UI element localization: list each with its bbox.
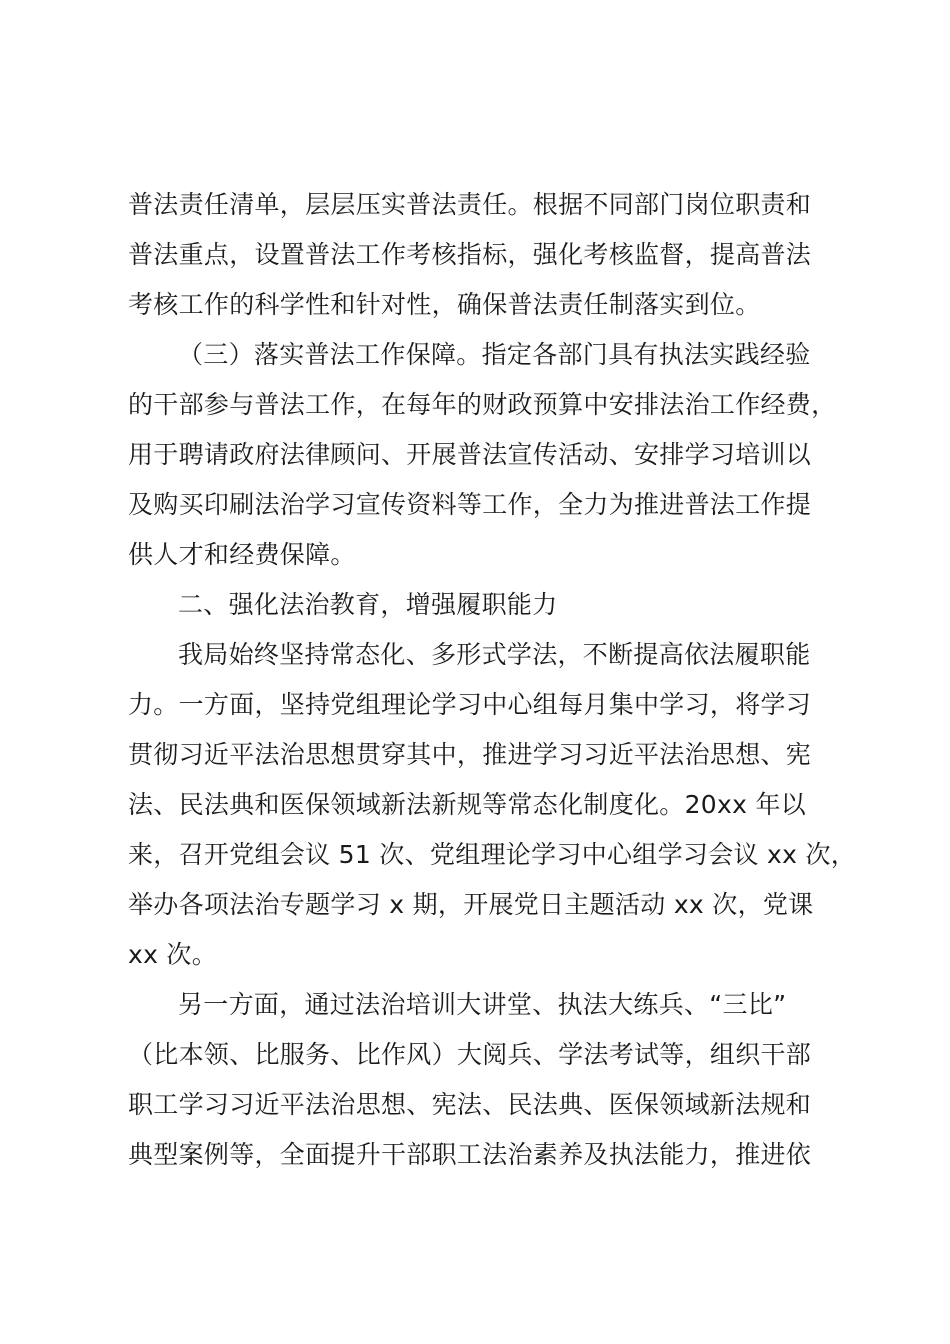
- text-line: 职工学习习近平法治思想、宪法、民法典、医保领域新法规和: [128, 1090, 812, 1119]
- text-line: （比本领、比服务、比作风）大阅兵、学法考试等，组织干部: [128, 1040, 812, 1069]
- text-line: 普法责任清单，层层压实普法责任。根据不同部门岗位职责和: [128, 190, 812, 219]
- text-line: 考核工作的科学性和针对性，确保普法责任制落实到位。: [128, 290, 761, 319]
- text-line: 贯彻习近平法治思想贯穿其中，推进学习习近平法治思想、宪: [128, 740, 812, 769]
- text-line: 另一方面，通过法治培训大讲堂、执法大练兵、“三比”: [178, 990, 787, 1019]
- text-line: 典型案例等，全面提升干部职工法治素养及执法能力，推进依: [128, 1140, 812, 1169]
- text-line: 法、民法典和医保领域新法新规等常态化制度化。20xx 年以: [128, 790, 807, 819]
- text-line: 的干部参与普法工作，在每年的财政预算中安排法治工作经费，: [128, 390, 837, 419]
- text-line: 力。一方面，坚持党组理论学习中心组每月集中学习，将学习: [128, 690, 812, 719]
- text-line: 用于聘请政府法律顾问、开展普法宣传活动、安排学习培训以: [128, 440, 812, 469]
- text-line: 我局始终坚持常态化、多形式学法，不断提高依法履职能: [178, 640, 811, 669]
- text-line: 来，召开党组会议 51 次、党组理论学习中心组学习会议 xx 次，: [128, 840, 857, 869]
- section-heading-3: （三）落实普法工作保障。指定各部门具有执法实践经验: [178, 340, 811, 369]
- text-line: 供人才和经费保障。: [128, 540, 356, 569]
- text-line: xx 次。: [128, 940, 218, 969]
- section-heading-2: 二、强化法治教育，增强履职能力: [178, 590, 558, 619]
- text-line: 举办各项法治专题学习 x 期，开展党日主题活动 xx 次，党课: [128, 890, 814, 919]
- text-line: 普法重点，设置普法工作考核指标，强化考核监督，提高普法: [128, 240, 812, 269]
- text-line: 及购买印刷法治学习宣传资料等工作，全力为推进普法工作提: [128, 490, 812, 519]
